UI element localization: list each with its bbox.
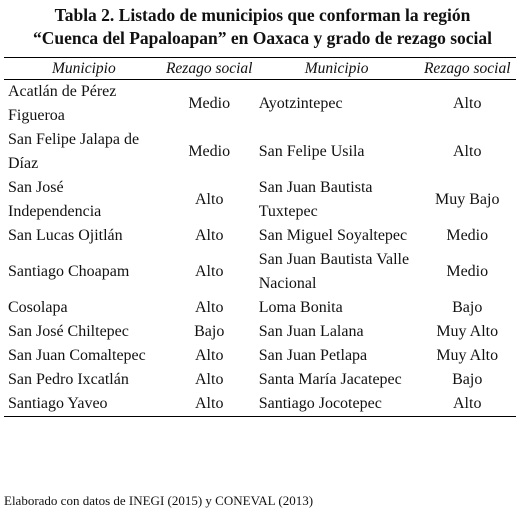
table-row [4,128,516,176]
municipio-cell: San Pedro Ixcatlán [8,371,129,388]
table-row [4,344,516,368]
rezago-cell: Medio [446,263,489,280]
rezago-cell: Alto [195,347,224,364]
table-row [4,392,516,417]
municipio-cell: San Juan Bautista Tuxtepec [258,179,373,220]
rezago-cell: Alto [195,227,224,244]
municipio-cell: Acatlán de Pérez Figueroa [8,83,117,124]
rezago-cell: Muy Alto [436,347,499,364]
municipio-cell: San Felipe Jalapa de Díaz [8,131,140,172]
source-note: Elaborado con datos de INEGI (2015) y CONEVAL (2013) [4,493,314,508]
rezago-cell: Bajo [452,371,483,388]
rezago-cell: Alto [195,191,224,208]
municipio-cell: Santiago Choapam [8,263,130,280]
header-municipio-1: Municipio [4,58,164,80]
municipio-cell: Ayotzintepec [258,95,343,112]
table-title-line-2: “Cuenca del Papaloapan” en Oaxaca y grado de rezago social [32,28,493,48]
table-row [4,368,516,392]
header-rezago-1: Rezago social [164,58,255,80]
municipio-cell: San José Chiltepec [8,323,129,340]
municipio-cell: Cosolapa [8,299,68,316]
rezago-cell: Alto [164,392,255,417]
rezago-cell: Bajo [452,299,483,316]
municipio-cell: San Lucas Ojitlán [8,227,123,244]
municipio-cell: San Juan Lalana [258,323,364,340]
table-body [4,80,516,417]
rezago-cell: Alto [453,95,482,112]
municipios-table [4,57,516,417]
rezago-cell: Muy Bajo [435,191,500,208]
rezago-cell: Medio [446,227,489,244]
header-rezago-2: Rezago social [418,58,516,80]
table-title-line-1: Tabla 2. Listado de municipios que conforman la región [54,5,471,25]
municipio-cell: Santiago Yaveo [4,392,164,417]
rezago-cell: Muy Alto [436,323,499,340]
table-row [4,80,516,129]
rezago-cell: Alto [195,299,224,316]
rezago-cell: Medio [188,143,231,160]
table-row [4,224,516,248]
municipio-cell: Santa María Jacatepec [258,371,402,388]
table-title [0,4,525,50]
municipio-cell: Santiago Jocotepec [255,392,419,417]
rezago-cell: Alto [418,392,516,417]
municipio-cell: San Miguel Soyaltepec [258,227,408,244]
municipio-cell: San Juan Petlapa [258,347,368,364]
rezago-cell: Alto [453,143,482,160]
table-row [4,320,516,344]
table-row [4,296,516,320]
municipio-cell: San José Independencia [8,179,102,220]
rezago-cell: Alto [195,371,224,388]
rezago-cell: Medio [188,95,231,112]
table-row [4,248,516,296]
municipio-cell: Loma Bonita [258,299,343,316]
municipio-cell: San Juan Comaltepec [8,347,146,364]
header-municipio-2: Municipio [255,58,419,80]
rezago-cell: Alto [195,263,224,280]
rezago-cell: Bajo [194,323,225,340]
municipio-cell: San Felipe Usila [258,143,365,160]
municipio-cell: San Juan Bautista Valle Nacional [258,251,410,292]
table-header-row [4,58,516,80]
table-row [4,176,516,224]
